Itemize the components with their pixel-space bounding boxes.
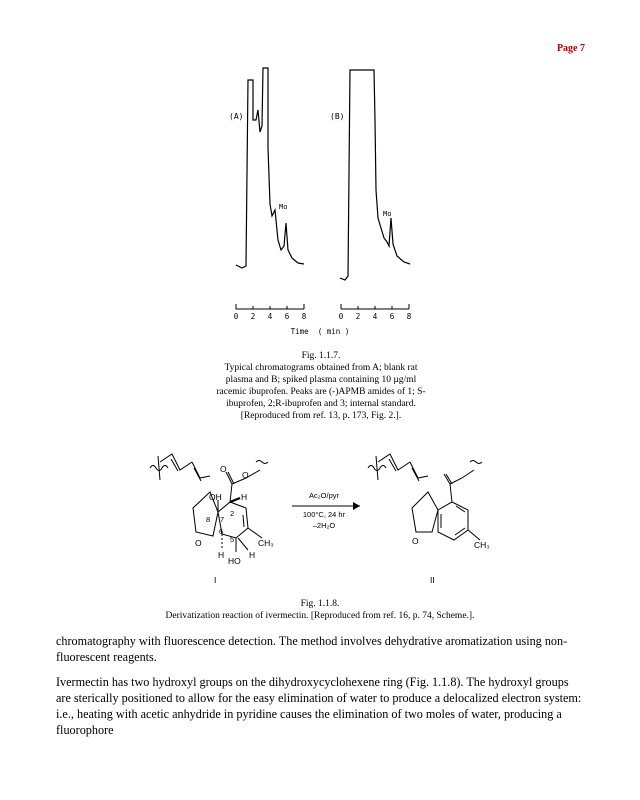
compound-label-i: I — [214, 575, 217, 585]
tick-label: 6 — [389, 312, 395, 321]
reaction-scheme — [0, 440, 640, 590]
tick-label: 8 — [301, 312, 307, 321]
atom-number: 5 — [230, 535, 235, 544]
panel-b-label: (B) — [330, 112, 345, 121]
byproduct-label: –2H₂O — [312, 521, 336, 530]
label-o-ring-right: O — [412, 536, 419, 546]
chromatogram-trace-b — [340, 70, 410, 280]
axis-title: Time ( min ) — [290, 327, 350, 336]
tick-label: 0 — [338, 312, 344, 321]
atom-number: 6 — [219, 527, 224, 536]
figure-caption-1 — [210, 350, 432, 422]
tick-label: 2 — [250, 312, 256, 321]
arrow-head — [353, 502, 360, 510]
time-axis-a — [236, 304, 304, 309]
chromatogram-figure — [0, 60, 640, 350]
label-o-ring-left: O — [195, 538, 202, 548]
tick-label: 4 — [372, 312, 378, 321]
panel-a-label: (A) — [229, 112, 244, 121]
label-h-left: H — [218, 550, 225, 560]
tick-label: 8 — [406, 312, 412, 321]
compound-label-ii: II — [430, 575, 435, 585]
page-number: Page 7 — [556, 43, 585, 54]
tick-label: 2 — [355, 312, 361, 321]
caption-text: Typical chromatograms obtained from A; blank rat plasma and B; spiked plasma containing 10 µg/ml racemic ibuprofen. Peaks are (-)APMB amides of 1; S-ibuprofen, 2;R-ibuprofen and 3; internal standard. [Reproduced from ref. 13, p. 173, Fig. 2.]. — [216, 363, 426, 421]
reagent-label: Ac₂O/pyr — [309, 491, 339, 500]
tick-label: 0 — [233, 312, 239, 321]
label-o-ester-right: O — [242, 470, 249, 480]
time-axis-b — [341, 304, 409, 309]
atom-number: 7 — [220, 515, 225, 524]
label-ch3-right: CH₃ — [474, 540, 490, 550]
figure-number: Fig. 1.1.7. — [301, 351, 341, 361]
tick-label: 4 — [267, 312, 273, 321]
atom-number: 8 — [206, 515, 211, 524]
atom-number: 2 — [230, 509, 235, 518]
chromatogram-trace-a — [236, 68, 304, 268]
label-h-top: H — [241, 492, 248, 502]
label-o-ester-left: O — [220, 464, 227, 474]
conditions-label: 100°C, 24 hr — [302, 510, 346, 519]
body-paragraph-1: chromatography with fluorescence detection. The method involves dehydrative aromatization using non-fluorescent reagents. — [56, 634, 568, 664]
label-ch3-left: CH₃ — [258, 538, 274, 548]
label-ho-bottom: HO — [228, 556, 241, 566]
tick-label: 6 — [284, 312, 290, 321]
caption-text: Derivatization reaction of ivermectin. [Reproduced from ref. 16, p. 74, Scheme.]. — [165, 611, 475, 621]
label-h-right: H — [249, 550, 256, 560]
figure-caption-2 — [120, 598, 520, 622]
peak-label-b: Mo — [383, 210, 392, 218]
label-oh-top: OH — [209, 492, 222, 502]
body-paragraph-2: Ivermectin has two hydroxyl groups on the dihydroxycyclohexene ring (Fig. 1.1.8). The hydroxyl groups are sterically positioned to allow for the easy elimination of water to produce a delocalized electron system: i.e., heating with acetic anhydride in pyridine causes the elimination of two moles of water, producing a fluorophore — [56, 675, 582, 737]
peak-label-a: Mo — [279, 203, 288, 211]
figure-number: Fig. 1.1.8. — [300, 599, 340, 609]
